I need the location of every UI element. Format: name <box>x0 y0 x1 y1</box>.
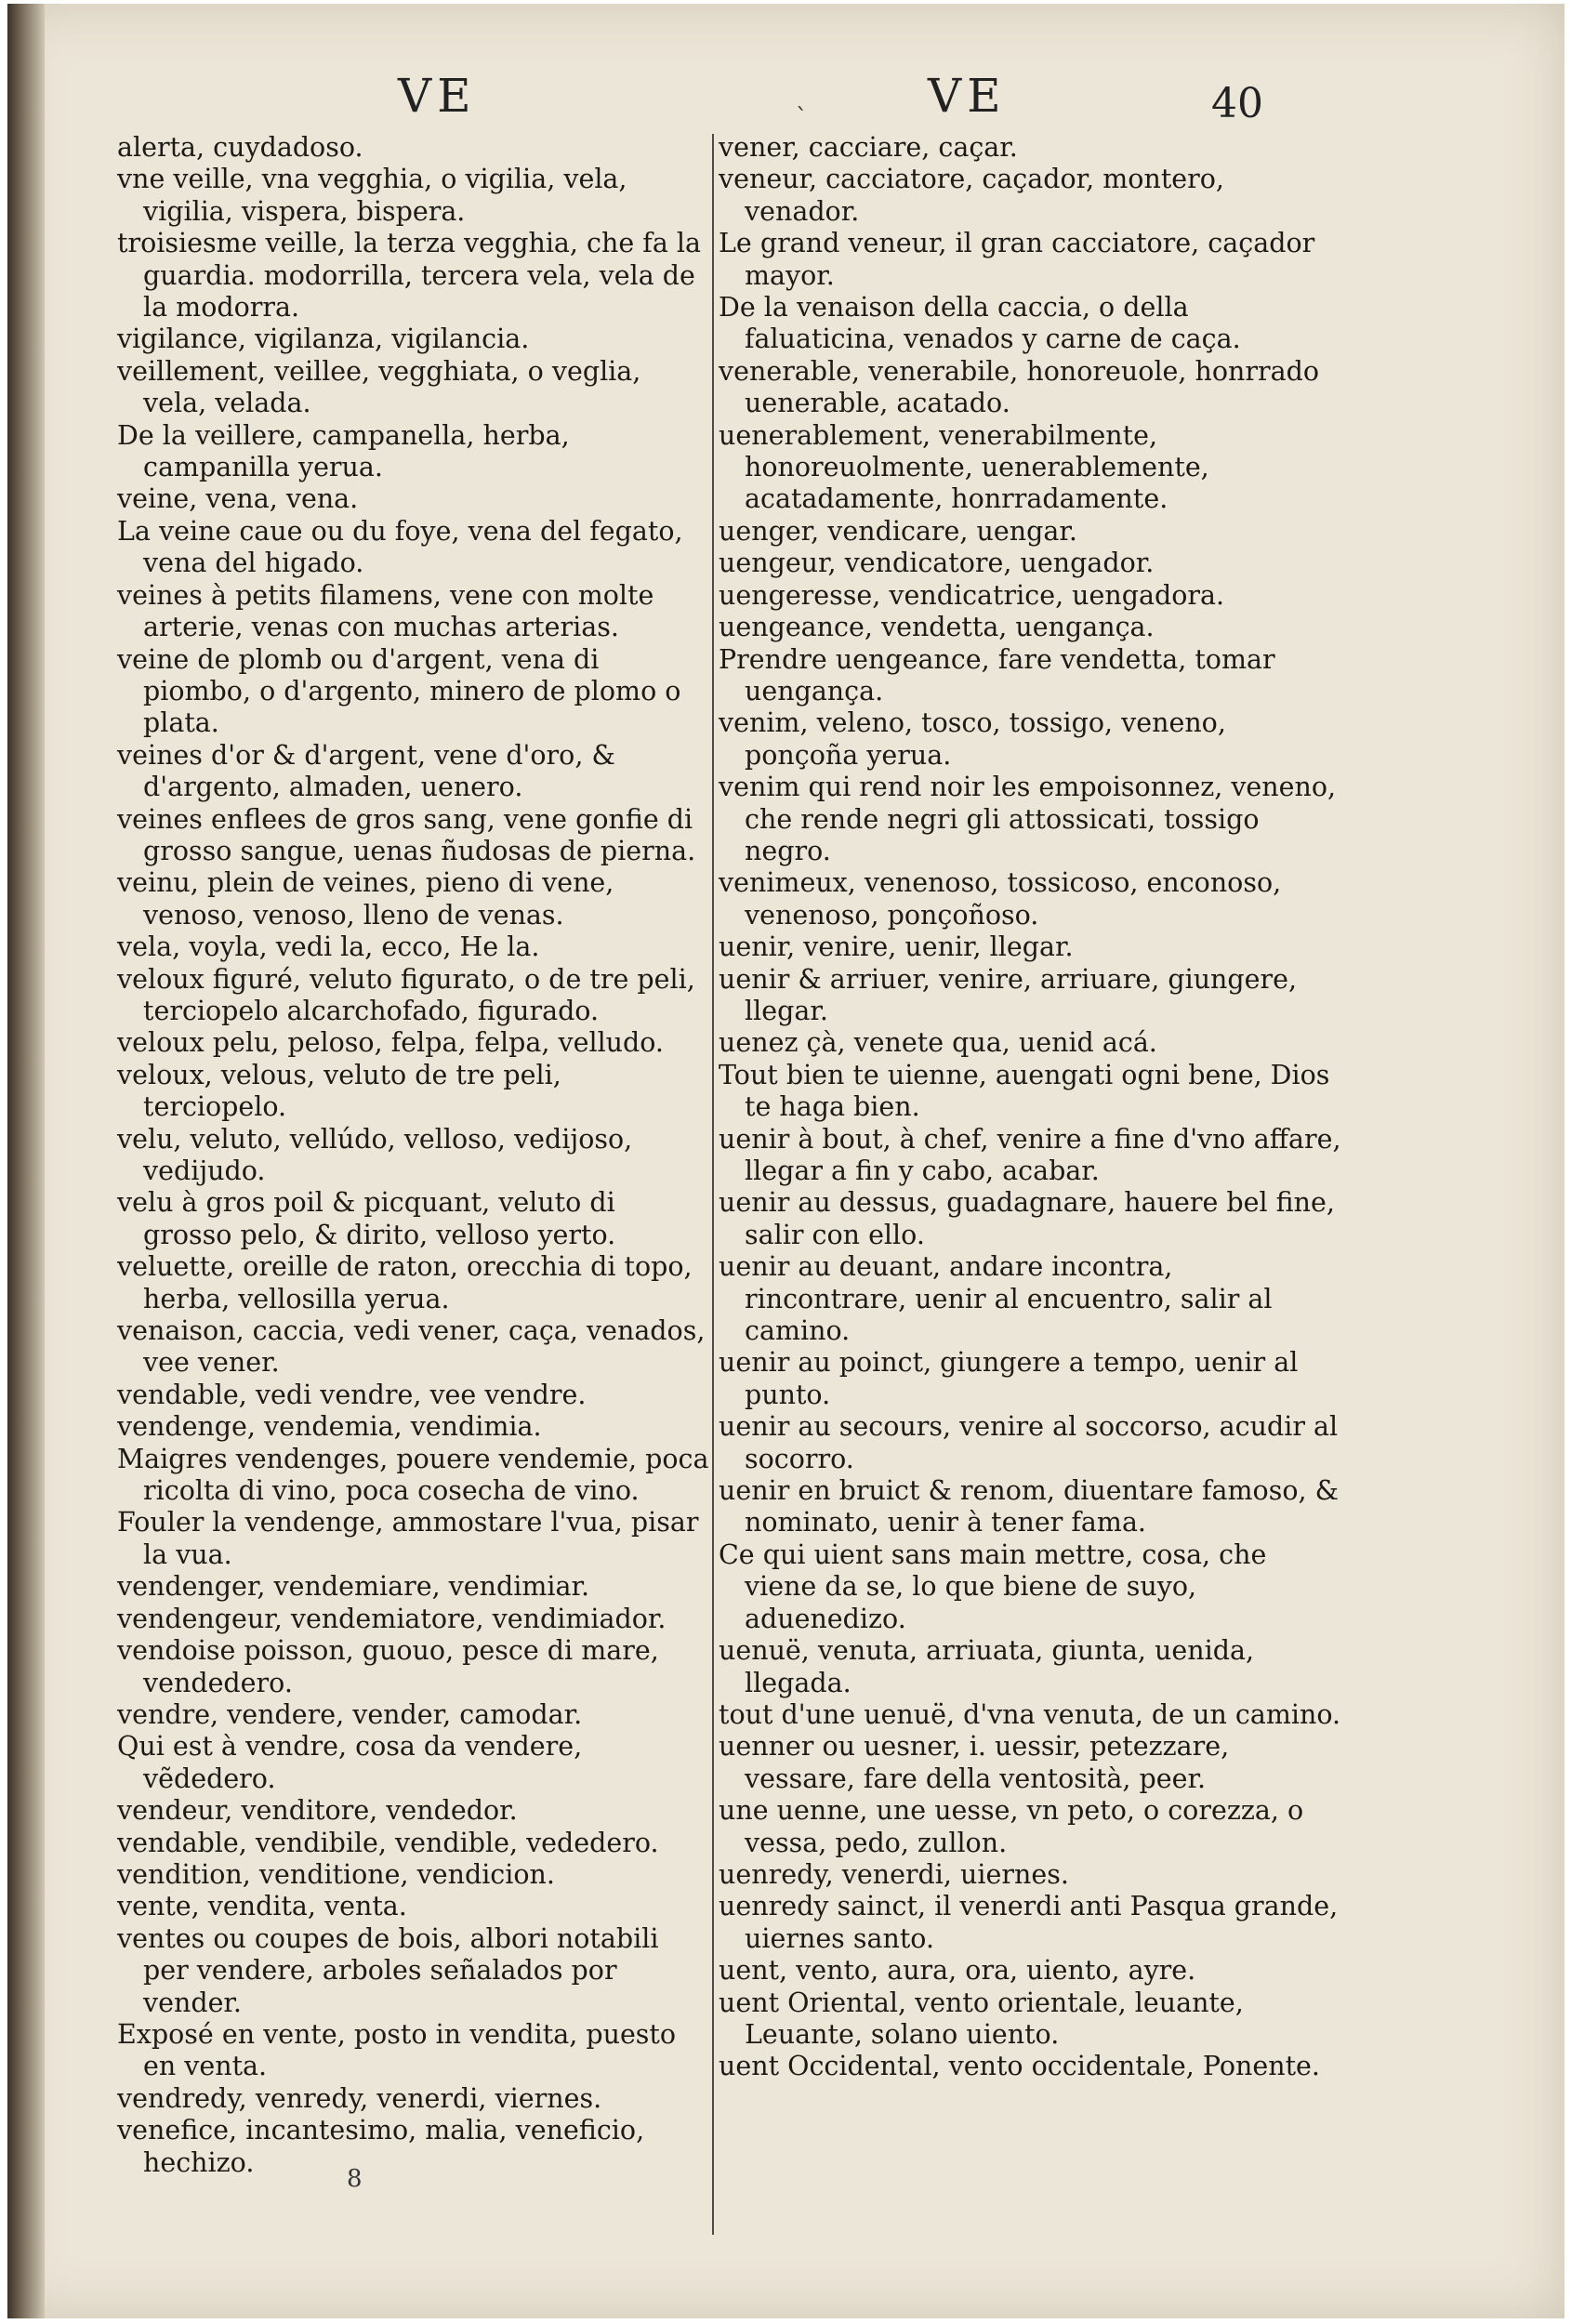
dictionary-entry: venimeux, venenoso, tossicoso, enconoso, venenoso, ponçoñoso. <box>719 867 1282 931</box>
header-mark: ` <box>796 104 808 132</box>
dictionary-entry: uent, vento, aura, ora, uiento, ayre. <box>719 1955 1196 1987</box>
dictionary-entry: venim, veleno, tosco, tossigo, veneno, ponçoña yerua. <box>719 707 1226 771</box>
dictionary-entry: vendredy, venredy, venerdi, viernes. <box>117 2082 602 2114</box>
dictionary-entry: uenner ou uesner, i. uessir, petezzare, vessare, fare della ventosità, peer. <box>719 1731 1230 1794</box>
dictionary-entry: velu à gros poil & picquant, veluto di grosso pelo, & dirito, velloso yerto. <box>117 1187 616 1250</box>
dictionary-entry: veillement, veillee, vegghiata, o veglia, vela, velada. <box>117 355 641 419</box>
dictionary-entry: Prendre uengeance, fare vendetta, tomar uengança. <box>719 643 1275 706</box>
dictionary-entry: uenerablement, venerabilmente, honoreuolmente, uenerablemente, acatadamente, honrradamente. <box>719 419 1209 515</box>
dictionary-entry: uenir à bout, à chef, venire a fine d'vno affare, llegar a fin y cabo, acabar. <box>719 1123 1341 1186</box>
dictionary-entry: veines enflees de gros sang, vene gonfie di grosso sangue, uenas ñudosas de pierna. <box>117 803 696 866</box>
dictionary-entry: vendengeur, vendemiatore, vendimiador. <box>117 1603 667 1634</box>
dictionary-entry: uenir au deuant, andare incontra, rincontrare, uenir al encuentro, salir al camino. <box>719 1251 1273 1347</box>
dictionary-entry: veloux figuré, veluto figurato, o de tre peli, terciopelo alcarchofado, figurado. <box>117 963 695 1026</box>
dictionary-entry: venerable, venerabile, honoreuole, honrrado uenerable, acatado. <box>719 355 1320 419</box>
dictionary-entry: alerta, cuydadoso. <box>117 132 363 163</box>
dictionary-entry: La veine caue ou du foye, vena del fegato, vena del higado. <box>117 515 683 579</box>
dictionary-entry: vela, voyla, vedi la, ecco, He la. <box>117 931 540 963</box>
dictionary-entry: uengeur, vendicatore, uengador. <box>719 548 1155 579</box>
dictionary-entry: ventes ou coupes de bois, albori notabili per vendere, arboles señalados por vender. <box>117 1922 659 2018</box>
dictionary-entry: vener, cacciare, caçar. <box>719 132 1018 163</box>
dictionary-entry: veine, vena, vena. <box>117 483 359 515</box>
dictionary-entry: vendition, venditione, vendicion. <box>117 1858 555 1890</box>
dictionary-entry: uenir, venire, uenir, llegar. <box>719 931 1074 963</box>
dictionary-entry: veloux pelu, peloso, felpa, felpa, velludo. <box>117 1027 664 1059</box>
dictionary-entry: veneur, cacciatore, caçador, montero, venador. <box>719 164 1224 227</box>
dictionary-entry: uenger, vendicare, uengar. <box>719 515 1077 547</box>
binding-gutter <box>7 4 45 2318</box>
dictionary-entry: uent Occidental, vento occidentale, Ponente. <box>719 2051 1320 2082</box>
dictionary-entry: veinu, plein de veines, pieno di vene, venoso, venoso, lleno de venas. <box>117 867 614 931</box>
signature-mark: 8 <box>347 2165 363 2193</box>
dictionary-entry: Tout bien te uienne, auengati ogni bene, Dios te haga bien. <box>719 1059 1330 1123</box>
dictionary-entry: uenez çà, venete qua, uenid acá. <box>719 1027 1157 1059</box>
dictionary-entry: uenir & arriuer, venire, arriuare, giungere, llegar. <box>719 963 1298 1026</box>
dictionary-entry: troisiesme veille, la terza vegghia, che fa la guardia. modorrilla, tercera vela, vela de la modorra. <box>117 228 701 324</box>
dictionary-entry: Exposé en vente, posto in vendita, puesto en venta. <box>117 2018 677 2082</box>
left-running-head: VE <box>398 69 477 123</box>
dictionary-entry: une uenne, une uesse, vn peto, o corezza, o vessa, pedo, zullon. <box>719 1795 1304 1858</box>
dictionary-entry: Fouler la vendenge, ammostare l'vua, pisar la vua. <box>117 1507 699 1570</box>
dictionary-entry: uenredy, venerdi, uiernes. <box>719 1858 1069 1890</box>
dictionary-entry: Maigres vendenges, pouere vendemie, poca ricolta di vino, poca cosecha de vino. <box>117 1443 709 1507</box>
dictionary-entry: veine de plomb ou d'argent, vena di piombo, o d'argento, minero de plomo o plata. <box>117 643 681 739</box>
dictionary-entry: vendoise poisson, guouo, pesce di mare, vendedero. <box>117 1635 659 1698</box>
dictionary-entry: uenir au dessus, guadagnare, hauere bel fine, salir con ello. <box>719 1187 1335 1250</box>
dictionary-entry: tout d'une uenuë, d'vna venuta, de un camino. <box>719 1698 1341 1730</box>
dictionary-entry: Qui est à vendre, cosa da vendere, vẽdedero. <box>117 1731 583 1794</box>
dictionary-entry: uenir en bruict & renom, diuentare famoso, & nominato, uenir à tener fama. <box>719 1475 1339 1538</box>
dictionary-entry: De la venaison della caccia, o della faluaticina, venados y carne de caça. <box>719 292 1241 355</box>
dictionary-entry: uent Oriental, vento orientale, leuante, Leuante, solano uiento. <box>719 1987 1244 2050</box>
dictionary-entry: vente, vendita, venta. <box>117 1891 407 1922</box>
dictionary-entry: vne veille, vna vegghia, o vigilia, vela, vigilia, visperа, bispera. <box>117 164 627 227</box>
dictionary-entry: Le grand veneur, il gran cacciatore, caçador mayor. <box>719 228 1315 291</box>
dictionary-entry: De la veillere, campanella, herba, campanilla yerua. <box>117 419 570 483</box>
dictionary-entry: vendeur, venditore, vendedor. <box>117 1795 518 1827</box>
dictionary-entry: venefice, incantesimo, malia, veneficio, hechizo. <box>117 2115 645 2178</box>
dictionary-entry: vigilance, vigilanza, vigilancia. <box>117 324 530 355</box>
book-page <box>7 4 1564 2318</box>
right-column <box>719 132 1341 2083</box>
dictionary-entry: uenir au poinct, giungere a tempo, uenir al punto. <box>719 1347 1299 1410</box>
dictionary-entry: vendable, vendibile, vendible, vededero. <box>117 1827 659 1858</box>
dictionary-entry: velu, veluto, vellúdo, velloso, vedijoso, vedijudo. <box>117 1123 633 1186</box>
dictionary-entry: venaison, caccia, vedi vener, caça, venados, vee vener. <box>117 1315 706 1379</box>
dictionary-entry: veloux, velous, veluto de tre peli, terciopelo. <box>117 1059 561 1123</box>
dictionary-entry: uenredy sainct, il venerdi anti Pasqua grande, uiernes santo. <box>719 1891 1339 1954</box>
dictionary-entry: veines d'or & d'argent, vene d'oro, & d'argento, almaden, uenero. <box>117 739 615 803</box>
page-number: 40 <box>1211 80 1263 127</box>
dictionary-entry: uenuë, venuta, arriuata, giunta, uenida, llegada. <box>719 1635 1255 1698</box>
dictionary-entry: vendenge, vendemia, vendimia. <box>117 1411 542 1443</box>
dictionary-entry: uenir au secours, venire al soccorso, acudir al socorro. <box>719 1411 1339 1474</box>
dictionary-entry: veines à petits filamens, vene con molte arterie, venas con muchas arterias. <box>117 579 654 643</box>
left-column <box>117 132 712 2179</box>
column-rule <box>712 134 714 2235</box>
dictionary-entry: veluette, oreille de raton, orecchia di topo, herba, vellosilla yerua. <box>117 1251 693 1314</box>
dictionary-entry: vendenger, vendemiare, vendimiar. <box>117 1571 590 1603</box>
dictionary-entry: vendre, vendere, vender, camodar. <box>117 1698 583 1730</box>
dictionary-entry: Ce qui uient sans main mettre, cosa, che viene da se, lo que biene de suyo, aduenedizo. <box>719 1538 1267 1634</box>
dictionary-entry: uengeresse, vendicatrice, uengadora. <box>719 579 1225 611</box>
dictionary-entry: vendable, vedi vendre, vee vendre. <box>117 1379 587 1410</box>
dictionary-entry: uengeance, vendetta, uengança. <box>719 612 1155 643</box>
right-running-head: VE <box>928 69 1007 123</box>
dictionary-entry: venim qui rend noir les empoisonnez, veneno, che rende negri gli attossicati, tossigo negro. <box>719 772 1337 866</box>
